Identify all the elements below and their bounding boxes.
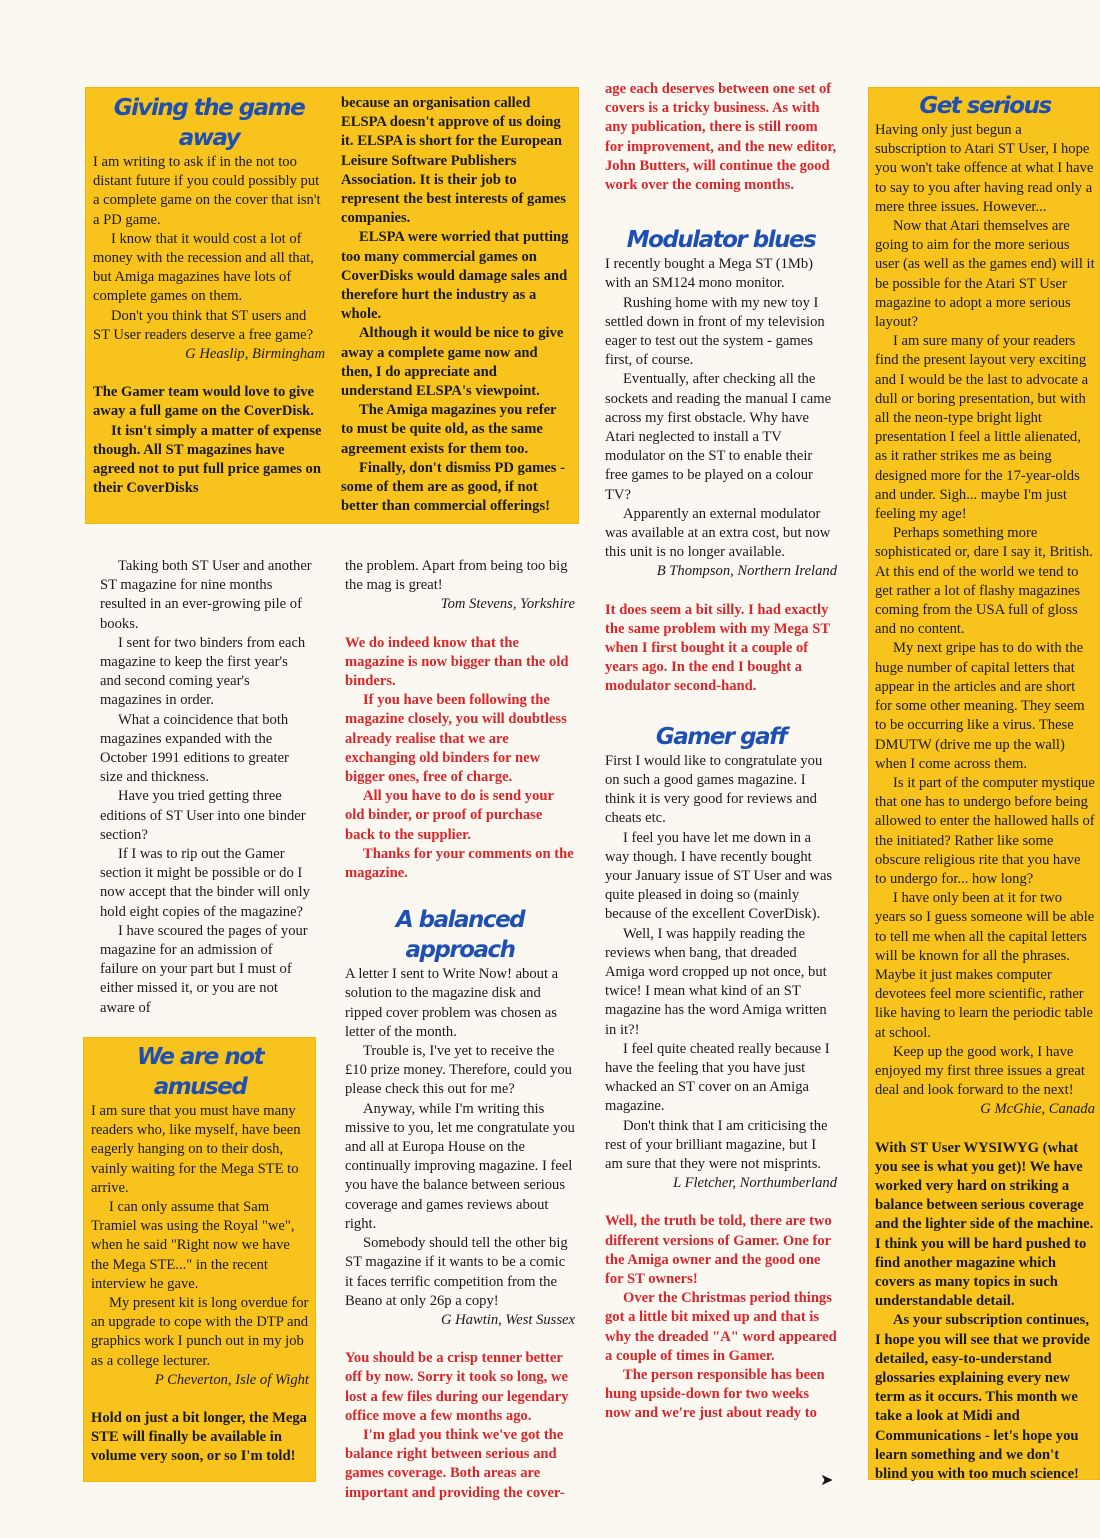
letter-paragraph: I can only assume that Sam Tramiel was using the Royal "we", when he said "Right now we have the Mega STE..." in the recent interview he gave. — [91, 1199, 295, 1292]
reply-paragraph: All you have to do is send your old binder, or proof of purchase back to the supplier. — [345, 788, 554, 843]
letter-paragraph: I sent for two binders from each magazine to keep the first year's and second coming year's magazines in order. — [100, 634, 306, 709]
letter-paragraph: Don't think that I am criticising the rest of your brilliant magazine, but I am sure that they were not misprints. — [605, 1117, 828, 1172]
giving-the-game-away-title: Giving the game away — [113, 95, 305, 151]
letter-signature: Tom Stevens, Yorkshire — [440, 596, 575, 613]
letter-paragraph: Is it part of the computer mystique that one has to undergo before being allowed to enter the hallowed halls of the initiated? Rather like some obscure religious rite that you have to undergo for... how long? — [875, 774, 1095, 887]
letter-signature: G Hawtin, West Sussex — [440, 1311, 575, 1328]
reply-paragraph: Well, the truth be told, there are two different versions of Gamer. One for the Amiga owner and the good one for ST owners! — [605, 1213, 832, 1287]
letter-paragraph: Perhaps something more sophisticated or, dare I say it, British. At this end of the world we tend to get rather a lot of flashy magazines coming from the USA full of gloss and no content. — [875, 525, 1093, 638]
letter-paragraph: I have scoured the pages of your magazine for an admission of failure on your part but I must of either missed it, or you are not aware of — [100, 922, 308, 1016]
letter-paragraph: Eventually, after checking all the sockets and reading the manual I came across my first obstacle. Why have Atari neglected to install a TV modulator on the ST to enable their free games to be played on a colour TV? — [605, 371, 832, 503]
reply-paragraph: Although it would be nice to give away a complete game now and then, I do appreciate and understand ELSPA's viewpoint. — [341, 325, 564, 400]
get-serious-title: Get serious — [919, 93, 1051, 119]
letter-paragraph: I have only been at it for two years so I guess someone will be able to tell me when all the capital letters will be known for all the phrases. Maybe it just makes computer devotees feel more scientific, rather like having to learn the periodic table at school. — [875, 890, 1095, 1041]
letter-signature: P Cheverton, Isle of Wight — [154, 1371, 309, 1388]
letter-paragraph: I am sure that you must have many readers who, like myself, have been eagerly hanging on to their dosh, vainly waiting for the Mega STE to arrive. — [91, 1103, 301, 1196]
letter-paragraph: Well, I was happily reading the reviews when bang, that dreaded Amiga word cropped up not once, but twice! I mean what kind of an ST magazine has the word Amiga written in it?! — [605, 925, 827, 1038]
reply-paragraph: ELSPA were worried that putting too many commercial games on CoverDisks would damage sales and therefore hurt the industry as a whole. — [341, 229, 569, 323]
letter-signature: L Fletcher, Northumberland — [673, 1175, 837, 1192]
modulator-blues-title: Modulator blues — [626, 227, 816, 254]
a-balanced-approach-title: A balanced approach — [395, 907, 525, 964]
letter-paragraph: Apparently an external modulator was available at an extra cost, but now this unit is no longer available. — [605, 505, 831, 561]
letter-paragraph: the problem. Apart from being too big the mag is great! — [345, 558, 568, 594]
reply-paragraph: Finally, don't dismiss PD games - some of them are as good, if not better than commercial offerings! — [341, 459, 565, 515]
reply-paragraph: Hold on just a bit longer, the Mega STE will finally be available in volume very soon, or so I'm told! — [91, 1410, 307, 1465]
letter-paragraph: A letter I sent to Write Now! about a solution to the magazine disk and ripped cover problem was chosen as letter of the month. — [345, 966, 559, 1040]
reply-paragraph: Thanks for your comments on the magazine. — [345, 845, 574, 882]
reply-paragraph: We do indeed know that the magazine is now bigger than the old binders. — [345, 634, 569, 690]
letter-paragraph: Rushing home with my new toy I settled down in front of my television eager to test out the system - games first, of course. — [605, 294, 825, 369]
letter-signature: G Heaslip, Birmingham — [185, 346, 325, 363]
letter-paragraph: Anyway, while I'm writing this missive to you, let me congratulate you and all at Europa House on the continually improving magazine. I feel you have the balance between serious coverage and games reviews about right. — [345, 1100, 575, 1232]
letter-paragraph: I feel quite cheated really because I have the feeling that you have just whacked an ST cover on an Amiga magazine. — [605, 1040, 830, 1115]
letter-paragraph: If I was to rip out the Gamer section it might be possible or do I now accept that the binder will only hold eight copies of the magazine? — [100, 846, 310, 920]
letter-paragraph: What a coincidence that both magazines expanded with the October 1991 editions to greater size and thickness. — [100, 711, 289, 786]
reply-paragraph: The Gamer team would love to give away a full game on the CoverDisk. — [93, 384, 315, 420]
letter-paragraph: I am sure many of your readers find the present layout very exciting and I would be the last to advocate a dull or boring presentation, but with all the neon-type bright light presentation I feel a little alienated, as it rather strikes me as being designed more for the 17-year-olds and under. Sigh... maybe I'm just feeling my age! — [875, 333, 1089, 523]
reply-paragraph: The Amiga magazines you refer to must be quite old, as the same agreement exists for them too. — [341, 402, 557, 457]
letter-paragraph: Now that Atari themselves are going to aim for the more serious user (as well as the games end) will it be possible for the Atari ST User magazine to adopt a more serious layout? — [875, 218, 1095, 331]
reply-paragraph: because an organisation called ELSPA doesn't approve of us doing it. ELSPA is short for the European Leisure Software Publishers Association. It is their job to represent the best interests of games companies. — [341, 95, 566, 227]
letter-paragraph: I recently bought a Mega ST (1Mb) with an SM124 mono monitor. — [605, 256, 814, 292]
letter-paragraph: Keep up the good work, I have enjoyed my first three issues a great deal and look forward to the next! — [875, 1043, 1085, 1099]
letter-paragraph: My next gripe has to do with the huge number of capital letters that appear in the articles and are short for some other meaning. They seem to be occurring like a virus. These DMUTW (drive me up the wall) when I come across them. — [875, 640, 1085, 772]
reply-paragraph: age each deserves between one set of covers is a tricky business. As with any publication, there is still room for improvement, and the new editor, John Butters, will continue the good work over the coming months. — [605, 81, 837, 194]
reply-paragraph: As your subscription continues, I hope you will see that we provide detailed, easy-to-understand glossaries explaining every new term as it occurs. This month we take a look at Midi and Communications - let's hope you learn something and we don't blind you with too much science! — [875, 1312, 1090, 1483]
letter-signature: G McGhie, Canada — [980, 1101, 1095, 1118]
letter-paragraph: I know that it would cost a lot of money with the recession and all that, but Amiga magazines have lots of complete games on them. — [93, 230, 314, 305]
letter-paragraph: Taking both ST User and another ST magazine for nine months resulted in an ever-growing pile of books. — [100, 558, 312, 632]
reply-paragraph: The person responsible has been hung upside-down for two weeks now and we're just about ready to — [605, 1366, 825, 1422]
we-are-not-amused-title: We are not amused — [136, 1044, 264, 1100]
reply-paragraph: I'm glad you think we've got the balance right between serious and games coverage. Both areas are important and providing the cover- — [345, 1426, 565, 1501]
reply-paragraph: It does seem a bit silly. I had exactly the same problem with my Mega ST when I first bought it a couple of years ago. In the end I bought a modulator second-hand. — [605, 601, 830, 695]
letter-paragraph: I am writing to ask if in the not too distant future if you could possibly put a complete game on the cover that isn't a PD game. — [93, 154, 321, 228]
reply-paragraph: It isn't simply a matter of expense though. All ST magazines have agreed not to put full price games on their CoverDisks — [93, 422, 322, 497]
letter-paragraph: Don't you think that ST users and ST User readers deserve a free game? — [93, 307, 314, 343]
letter-paragraph: Somebody should tell the other big ST magazine if it wants to be a comic it faces terrific competition from the Beano at only 26p a copy! — [345, 1235, 568, 1309]
letter-paragraph: I feel you have let me down in a way though. I have recently bought your January issue of ST User and was quite pleased in doing so (mainly because of the excellent CoverDisk). — [605, 829, 833, 923]
letter-signature: B Thompson, Northern Ireland — [656, 563, 837, 580]
reply-paragraph: Over the Christmas period things got a little bit mixed up and that is why the dreaded "A" word appeared a couple of times in Gamer. — [605, 1290, 837, 1364]
letter-paragraph: First I would like to congratulate you on such a good games magazine. I think it is very good for reviews and cheats etc. — [605, 752, 823, 827]
reply-paragraph: You should be a crisp tenner better off by now. Sorry it took so long, we lost a few files during our legendary office move a few months ago. — [345, 1350, 569, 1424]
gamer-gaff-title: Gamer gaff — [655, 723, 787, 750]
continued-arrow-icon: ➤ — [820, 1472, 834, 1489]
letter-paragraph: Have you tried getting three editions of ST User into one binder section? — [100, 788, 306, 843]
reply-paragraph: With ST User WYSIWYG (what you see is what you get)! We have worked very hard on striking a balance between serious coverage and the lighter side of the machine. I think you will be hard pushed to find another magazine which covers as many topics in such understandable detail. — [875, 1139, 1094, 1310]
letter-paragraph: Trouble is, I've yet to receive the £10 prize money. Therefore, could you please check this out for me? — [345, 1043, 572, 1098]
letter-paragraph: Having only just begun a subscription to Atari ST User, I hope you won't take offence at what I have to say to you after having read only a mere three issues. However... — [875, 122, 1094, 215]
letter-paragraph: My present kit is long overdue for an upgrade to cope with the DTP and graphics work I punch out in my job as a college lecturer. — [91, 1295, 309, 1369]
reply-paragraph: If you have been following the magazine closely, you will doubtless already realise that we are exchanging old binders for new bigger ones, free of charge. — [345, 692, 567, 786]
